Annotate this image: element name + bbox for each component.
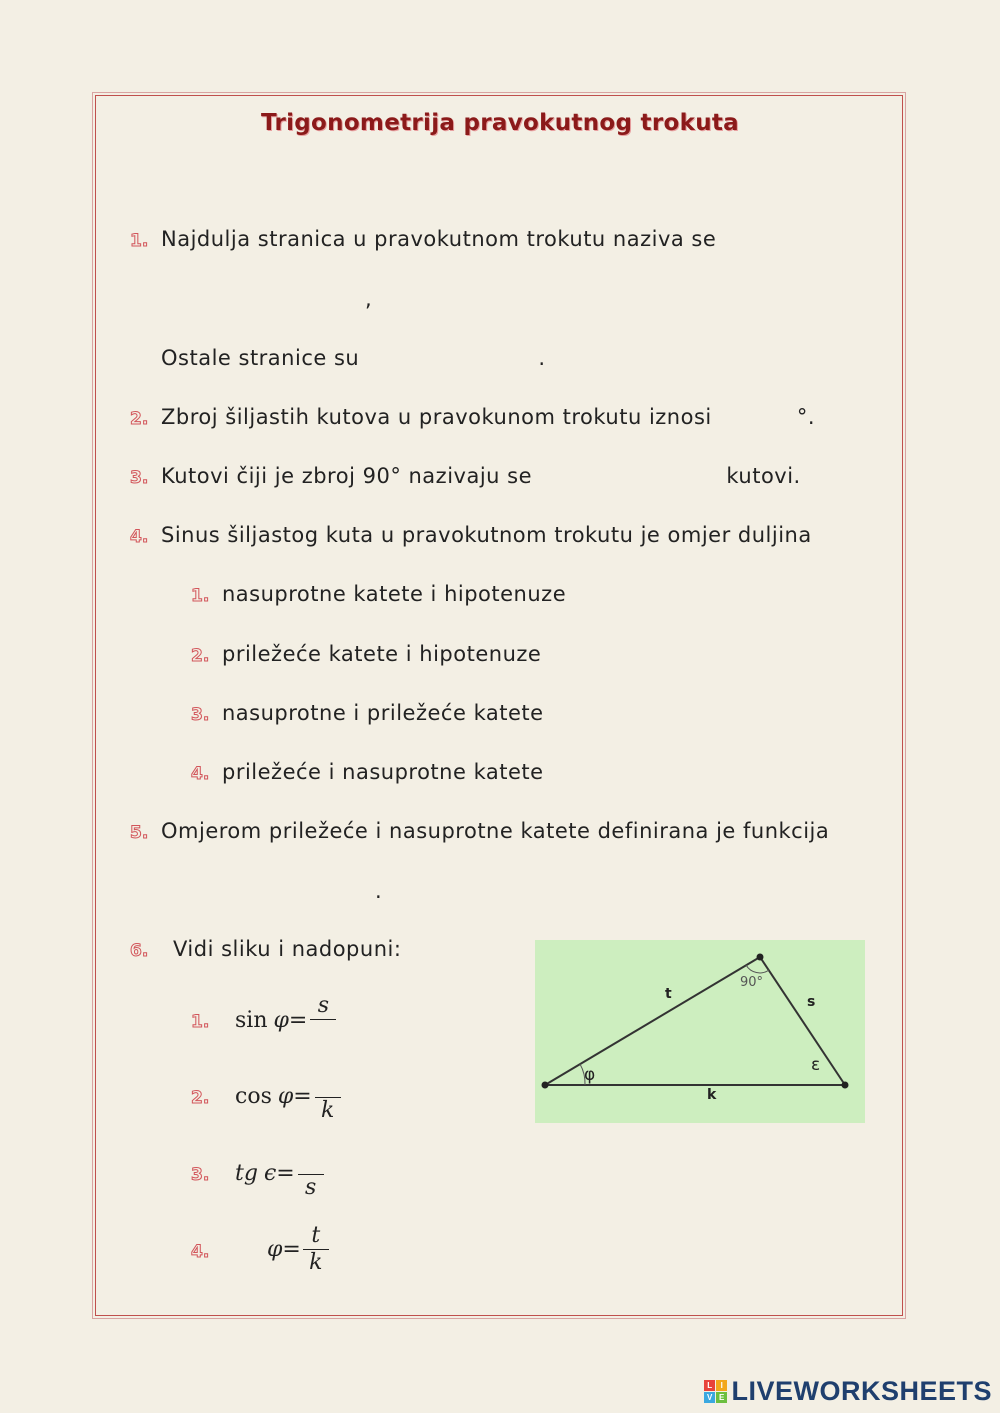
q4-option-number: 1. bbox=[191, 586, 210, 606]
q3-suffix: kutovi. bbox=[726, 464, 801, 488]
formula-function: tg bbox=[235, 1161, 258, 1186]
q3-number: 3. bbox=[130, 468, 149, 488]
logo-mark-i: I bbox=[716, 1380, 727, 1391]
q5-text: Omjerom priležeće i nasuprotne katete definirana je funkcija bbox=[161, 819, 830, 843]
fraction-denominator-input[interactable] bbox=[309, 1020, 337, 1048]
q6-text: Vidi sliku i nadopuni: bbox=[173, 937, 402, 961]
fraction-numerator: s bbox=[317, 993, 329, 1018]
q5-answer-input[interactable] bbox=[161, 883, 375, 905]
q2-number: 2. bbox=[130, 409, 149, 429]
label-t: t bbox=[665, 986, 672, 1002]
formula-equals: = bbox=[293, 1084, 312, 1109]
q4-option-4[interactable]: priležeće i nasuprotne katete bbox=[222, 760, 544, 784]
fraction-denominator: k bbox=[309, 1250, 323, 1275]
fraction-numerator: t bbox=[311, 1223, 321, 1248]
formula-variable: φ bbox=[273, 1008, 289, 1033]
side-s bbox=[760, 957, 845, 1085]
formula-fraction bbox=[314, 1069, 342, 1124]
side-t bbox=[545, 957, 760, 1085]
fraction-denominator: k bbox=[321, 1098, 335, 1123]
label-phi: φ bbox=[584, 1065, 596, 1085]
q1-line2-input[interactable] bbox=[374, 350, 538, 372]
q5-number: 5. bbox=[130, 823, 149, 843]
q2-suffix: °. bbox=[796, 405, 816, 429]
q4-option-3[interactable]: nasuprotne i priležeće katete bbox=[222, 701, 544, 725]
logo-text: LIVEWORKSHEETS bbox=[731, 1376, 992, 1406]
formula-equals: = bbox=[288, 1008, 308, 1033]
fraction-denominator: s bbox=[305, 1175, 317, 1200]
page-title: Trigonometrija pravokutnog trokuta bbox=[261, 110, 739, 136]
q5-blank-suffix: . bbox=[375, 879, 383, 903]
formula-function-input[interactable] bbox=[235, 1237, 267, 1262]
q4-option-number: 2. bbox=[191, 646, 210, 666]
label-right-angle: 90° bbox=[740, 975, 764, 990]
q4-option-2[interactable]: priležeće katete i hipotenuze bbox=[222, 642, 542, 666]
q4-option-1[interactable]: nasuprotne katete i hipotenuze bbox=[222, 582, 567, 606]
q2-answer-input[interactable] bbox=[727, 409, 797, 431]
formula-equals: = bbox=[282, 1237, 301, 1262]
label-k: k bbox=[707, 1087, 717, 1103]
triangle-figure bbox=[535, 940, 865, 1123]
q2-text: Zbroj šiljastih kutova u pravokunom trokutu iznosi bbox=[161, 405, 712, 429]
q4-text: Sinus šiljastog kuta u pravokutnom trokutu je omjer duljina bbox=[161, 523, 812, 547]
formula-fraction bbox=[303, 1223, 329, 1276]
q2-line bbox=[161, 405, 815, 431]
liveworksheets-logo[interactable] bbox=[704, 1376, 992, 1407]
vertex-b bbox=[842, 1082, 849, 1089]
q3-text: Kutovi čiji je zbroj 90° nazivaju se bbox=[161, 464, 533, 488]
q3-answer-input[interactable] bbox=[557, 468, 711, 490]
q3-line bbox=[161, 464, 801, 490]
q1-answer-input[interactable] bbox=[161, 291, 365, 313]
q6-item-number: 2. bbox=[191, 1088, 210, 1108]
q1-line2-suffix: . bbox=[538, 346, 546, 370]
q6-number: 6. bbox=[130, 941, 149, 961]
formula-variable: φ bbox=[277, 1084, 294, 1109]
logo-mark-l: L bbox=[704, 1380, 715, 1391]
q5-answer-line bbox=[161, 879, 382, 905]
formula-equals: = bbox=[276, 1161, 295, 1186]
label-s: s bbox=[807, 994, 816, 1010]
triangle-svg bbox=[535, 940, 865, 1123]
vertex-a bbox=[542, 1082, 549, 1089]
q6-item-number: 3. bbox=[191, 1165, 210, 1185]
fraction-numerator-input[interactable] bbox=[297, 1146, 325, 1174]
q6-formula-3 bbox=[235, 1146, 325, 1201]
q1-number: 1. bbox=[130, 231, 149, 251]
q4-number: 4. bbox=[130, 527, 149, 547]
q1-answer-line bbox=[161, 287, 372, 313]
q4-option-number: 4. bbox=[191, 764, 210, 784]
logo-mark-v: V bbox=[704, 1392, 715, 1403]
q1-text: Najdulja stranica u pravokutnom trokutu naziva se bbox=[161, 227, 717, 251]
formula-fraction bbox=[297, 1146, 325, 1201]
formula-fraction bbox=[309, 993, 337, 1048]
q6-formula-2 bbox=[235, 1069, 342, 1124]
q6-item-number: 4. bbox=[191, 1242, 210, 1262]
label-epsilon: ε bbox=[811, 1055, 821, 1075]
logo-mark-e: E bbox=[716, 1392, 727, 1403]
logo-mark-icon bbox=[704, 1380, 727, 1403]
q1-line2-text: Ostale stranice su bbox=[161, 346, 360, 370]
q6-formula-4 bbox=[235, 1223, 329, 1276]
formula-function: cos bbox=[235, 1084, 272, 1109]
q1-line2 bbox=[161, 346, 546, 372]
formula-function: sin bbox=[235, 1008, 268, 1033]
vertex-c bbox=[757, 954, 764, 961]
formula-variable: φ bbox=[267, 1237, 283, 1262]
fraction-numerator-input[interactable] bbox=[314, 1069, 342, 1097]
q6-formula-1 bbox=[235, 993, 337, 1048]
q1-blank-suffix: , bbox=[365, 287, 373, 311]
q6-item-number: 1. bbox=[191, 1012, 210, 1032]
formula-variable: ϵ bbox=[263, 1161, 277, 1186]
q4-option-number: 3. bbox=[191, 705, 210, 725]
